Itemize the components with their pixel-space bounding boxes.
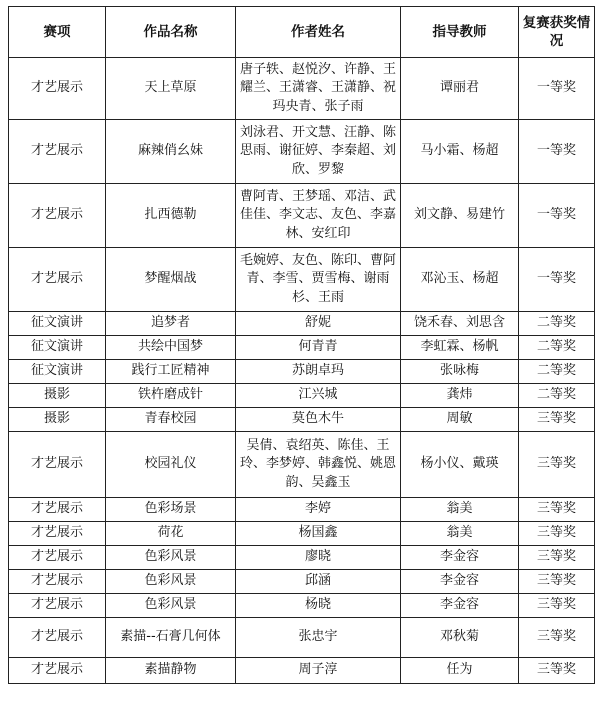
table-row bbox=[9, 498, 595, 522]
cell-authors: 毛婉婷、友色、陈印、曹阿青、李雪、贾雪梅、谢雨杉、王雨 bbox=[236, 248, 401, 312]
table-row bbox=[9, 408, 595, 432]
cell-title: 色彩风景 bbox=[106, 594, 236, 618]
table-body bbox=[9, 58, 595, 684]
cell-title: 素描--石膏几何体 bbox=[106, 618, 236, 658]
cell-authors: 吴倩、袁绍英、陈佳、王玲、李梦婷、韩鑫悦、姚恩韵、吴鑫玉 bbox=[236, 432, 401, 498]
cell-teacher: 翁美 bbox=[401, 522, 519, 546]
cell-award: 三等奖 bbox=[519, 546, 595, 570]
cell-award: 三等奖 bbox=[519, 432, 595, 498]
cell-authors: 苏朗卓玛 bbox=[236, 360, 401, 384]
cell-title: 追梦者 bbox=[106, 312, 236, 336]
cell-authors: 何青青 bbox=[236, 336, 401, 360]
cell-award: 一等奖 bbox=[519, 58, 595, 120]
cell-authors: 莫色木牛 bbox=[236, 408, 401, 432]
cell-authors: 张忠宇 bbox=[236, 618, 401, 658]
cell-title: 色彩风景 bbox=[106, 570, 236, 594]
cell-teacher: 谭丽君 bbox=[401, 58, 519, 120]
cell-authors: 廖晓 bbox=[236, 546, 401, 570]
cell-category: 才艺展示 bbox=[9, 58, 106, 120]
cell-title: 色彩风景 bbox=[106, 546, 236, 570]
table-row bbox=[9, 360, 595, 384]
cell-award: 一等奖 bbox=[519, 184, 595, 248]
cell-award: 三等奖 bbox=[519, 658, 595, 684]
cell-authors: 邱涵 bbox=[236, 570, 401, 594]
cell-teacher: 刘文静、易建竹 bbox=[401, 184, 519, 248]
cell-teacher: 邓秋菊 bbox=[401, 618, 519, 658]
cell-title: 铁杵磨成针 bbox=[106, 384, 236, 408]
cell-award: 三等奖 bbox=[519, 522, 595, 546]
cell-teacher: 周敏 bbox=[401, 408, 519, 432]
cell-teacher: 李金容 bbox=[401, 570, 519, 594]
cell-award: 一等奖 bbox=[519, 120, 595, 184]
cell-category: 才艺展示 bbox=[9, 570, 106, 594]
cell-award: 三等奖 bbox=[519, 618, 595, 658]
cell-category: 摄影 bbox=[9, 384, 106, 408]
awards-table bbox=[8, 6, 595, 684]
cell-category: 才艺展示 bbox=[9, 432, 106, 498]
cell-authors: 刘泳君、开文慧、汪静、陈思雨、谢征婷、李秦超、刘欣、罗黎 bbox=[236, 120, 401, 184]
cell-title: 青春校园 bbox=[106, 408, 236, 432]
table-row bbox=[9, 184, 595, 248]
cell-award: 二等奖 bbox=[519, 336, 595, 360]
cell-award: 二等奖 bbox=[519, 360, 595, 384]
cell-award: 三等奖 bbox=[519, 594, 595, 618]
cell-teacher: 张咏梅 bbox=[401, 360, 519, 384]
cell-title: 校园礼仪 bbox=[106, 432, 236, 498]
table-row bbox=[9, 594, 595, 618]
cell-award: 三等奖 bbox=[519, 498, 595, 522]
cell-award: 一等奖 bbox=[519, 248, 595, 312]
header-row bbox=[9, 7, 595, 58]
cell-authors: 杨国鑫 bbox=[236, 522, 401, 546]
cell-title: 天上草原 bbox=[106, 58, 236, 120]
cell-authors: 曹阿青、王梦瑶、邓洁、武佳佳、李文志、友色、李嘉林、安红印 bbox=[236, 184, 401, 248]
table-row bbox=[9, 384, 595, 408]
cell-title: 麻辣俏幺妹 bbox=[106, 120, 236, 184]
cell-authors: 江兴城 bbox=[236, 384, 401, 408]
cell-category: 才艺展示 bbox=[9, 248, 106, 312]
table-row bbox=[9, 618, 595, 658]
cell-award: 三等奖 bbox=[519, 570, 595, 594]
cell-category: 征文演讲 bbox=[9, 312, 106, 336]
header-teacher: 指导教师 bbox=[401, 7, 519, 58]
cell-teacher: 翁美 bbox=[401, 498, 519, 522]
cell-award: 三等奖 bbox=[519, 408, 595, 432]
cell-category: 才艺展示 bbox=[9, 184, 106, 248]
cell-teacher: 杨小仪、戴瑛 bbox=[401, 432, 519, 498]
header-award: 复赛获奖情况 bbox=[519, 7, 595, 58]
header-title: 作品名称 bbox=[106, 7, 236, 58]
cell-category: 才艺展示 bbox=[9, 618, 106, 658]
cell-title: 梦醒烟战 bbox=[106, 248, 236, 312]
cell-title: 荷花 bbox=[106, 522, 236, 546]
cell-teacher: 马小霜、杨超 bbox=[401, 120, 519, 184]
table-row bbox=[9, 336, 595, 360]
cell-teacher: 任为 bbox=[401, 658, 519, 684]
table-row bbox=[9, 248, 595, 312]
cell-award: 二等奖 bbox=[519, 384, 595, 408]
cell-category: 才艺展示 bbox=[9, 658, 106, 684]
cell-category: 才艺展示 bbox=[9, 120, 106, 184]
cell-teacher: 李虹霖、杨帆 bbox=[401, 336, 519, 360]
cell-category: 才艺展示 bbox=[9, 498, 106, 522]
cell-category: 才艺展示 bbox=[9, 594, 106, 618]
table-row bbox=[9, 312, 595, 336]
cell-award: 二等奖 bbox=[519, 312, 595, 336]
cell-title: 践行工匠精神 bbox=[106, 360, 236, 384]
cell-teacher: 李金容 bbox=[401, 594, 519, 618]
cell-authors: 唐子轶、赵悦汐、许静、王耀兰、王潇睿、王潇静、祝玛央青、张子雨 bbox=[236, 58, 401, 120]
header-authors: 作者姓名 bbox=[236, 7, 401, 58]
cell-teacher: 龚炜 bbox=[401, 384, 519, 408]
cell-category: 才艺展示 bbox=[9, 522, 106, 546]
table-row bbox=[9, 522, 595, 546]
cell-authors: 杨晓 bbox=[236, 594, 401, 618]
cell-authors: 周子淳 bbox=[236, 658, 401, 684]
table-row bbox=[9, 658, 595, 684]
table-row bbox=[9, 546, 595, 570]
cell-title: 共绘中国梦 bbox=[106, 336, 236, 360]
table-row bbox=[9, 432, 595, 498]
header-category: 赛项 bbox=[9, 7, 106, 58]
cell-category: 征文演讲 bbox=[9, 360, 106, 384]
cell-category: 才艺展示 bbox=[9, 546, 106, 570]
cell-category: 摄影 bbox=[9, 408, 106, 432]
cell-teacher: 李金容 bbox=[401, 546, 519, 570]
cell-teacher: 邓沁玉、杨超 bbox=[401, 248, 519, 312]
cell-authors: 李婷 bbox=[236, 498, 401, 522]
cell-category: 征文演讲 bbox=[9, 336, 106, 360]
table-row bbox=[9, 570, 595, 594]
cell-title: 扎西德勒 bbox=[106, 184, 236, 248]
table-row bbox=[9, 120, 595, 184]
table-row bbox=[9, 58, 595, 120]
cell-title: 色彩场景 bbox=[106, 498, 236, 522]
cell-title: 素描静物 bbox=[106, 658, 236, 684]
cell-authors: 舒妮 bbox=[236, 312, 401, 336]
cell-teacher: 饶禾春、刘思含 bbox=[401, 312, 519, 336]
